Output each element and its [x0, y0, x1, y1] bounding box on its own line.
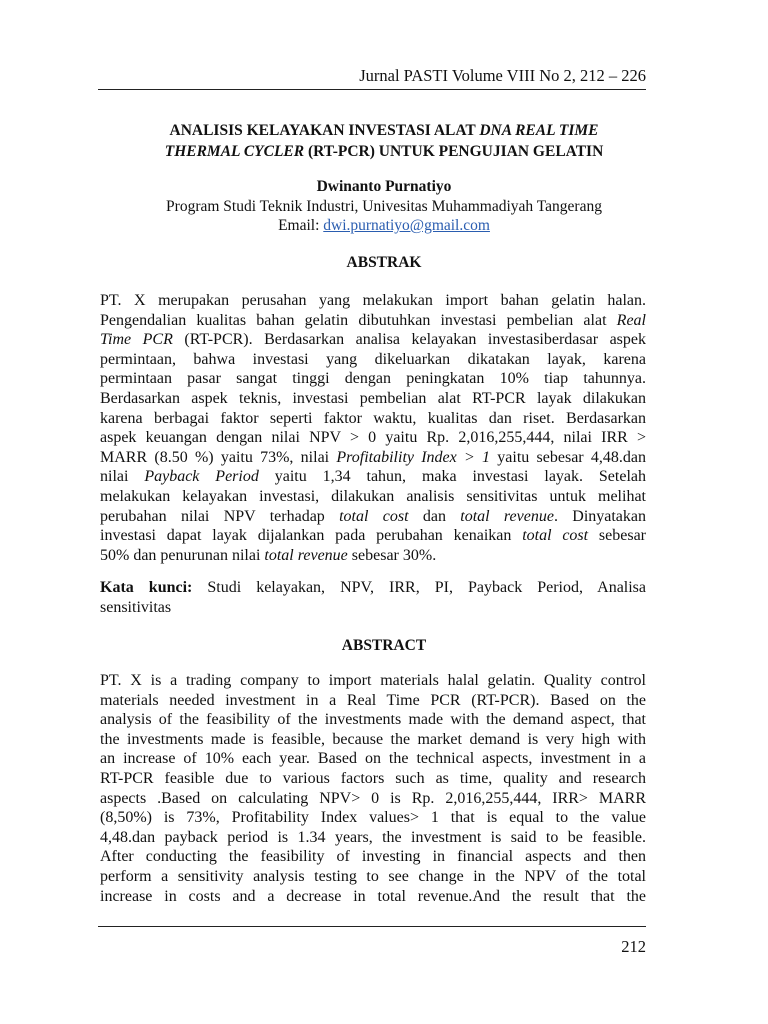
abstrak-line: permintaan pasar sangat tinggi dengan peningkatan 10% tiap tahunnya.: [100, 370, 646, 388]
abstrak-line-text: Pengendalian kualitas bahan gelatin dibutuhkan investasi pembelian alat: [100, 311, 617, 329]
abstrak-italic-term: total revenue: [264, 546, 348, 564]
abstract-body: [100, 671, 646, 906]
abstrak-line: [100, 546, 646, 566]
abstrak-line: [100, 507, 646, 527]
abstrak-italic-term: total cost: [522, 527, 589, 545]
abstrak-line-text: investasi dapat layak dijalankan pada perubahan kenaikan: [100, 527, 523, 545]
article-title: [100, 120, 668, 162]
abstrak-line-text: perubahan nilai NPV terhadap: [100, 507, 340, 525]
abstract-line: aspects .Based on calculating NPV> 0 is Rp. 2,016,255,444, IRR> MARR: [100, 789, 646, 807]
abstrak-line-text: nilai: [100, 468, 145, 486]
abstrak-line: [100, 448, 646, 468]
abstrak-line-text: yaitu 1,34 tahun, maka investasi layak. Setelah: [258, 468, 646, 486]
abstrak-line-text: dan: [408, 507, 461, 525]
keywords-line: sensitivitas: [100, 598, 172, 616]
abstract-line: an increase of 10% each year. Based on the technical aspects, investment in a: [100, 750, 646, 768]
abstrak-line: PT. X merupakan perusahan yang melakukan import bahan gelatin halan.: [100, 292, 646, 309]
abstract-line: increase in costs and a decrease in total revenue.And the result that the: [100, 887, 646, 905]
abstrak-line: permintaan, bahwa investasi yang dikeluarkan dikatakan layak, karena: [100, 350, 646, 368]
abstrak-line: karena berbagai faktor seperti faktor waktu, kualitas dan riset. Berdasarkan: [100, 409, 646, 427]
abstract-line: analysis of the feasibility of the investments made with the demand aspect, that: [100, 711, 646, 729]
abstrak-line-text: MARR (8.50 %) yaitu 73%, nilai: [100, 448, 337, 466]
keywords-line: [100, 578, 646, 598]
abstract-line: PT. X is a trading company to import materials halal gelatin. Quality control: [100, 672, 646, 689]
abstract-line: RT-PCR feasible due to various factors such as time, quality and research: [100, 769, 646, 787]
header-rule: [98, 89, 646, 90]
page-number: 212: [621, 937, 646, 956]
email-link[interactable]: dwi.purnatiyo@gmail.com: [323, 217, 490, 234]
abstrak-line: [100, 330, 646, 350]
title-line-2-italic: THERMAL CYCLER: [164, 143, 305, 160]
keywords-label: Kata kunci:: [100, 579, 193, 596]
abstract-line: perform a sensitivity analysis testing to see change in the NPV of the total: [100, 867, 646, 885]
email-label: Email:: [278, 217, 324, 234]
running-header: Jurnal PASTI Volume VIII No 2, 212 – 226: [359, 66, 646, 85]
abstrak-line-text: sebesar 30%.: [347, 546, 437, 564]
title-line-1: [100, 120, 668, 141]
abstrak-line-text: 50% dan penurunan nilai: [100, 546, 265, 564]
abstrak-line-text: yaitu sebesar 4,48.dan: [490, 448, 646, 466]
author-email-line: [100, 216, 668, 236]
abstract-line: materials needed investment in a Real Time PCR (RT-PCR). Based on the: [100, 691, 646, 709]
author-block: [100, 177, 668, 236]
title-line-2-plain: (RT-PCR) UNTUK PENGUJIAN GELATIN: [304, 143, 604, 160]
abstrak-italic-term: Real: [616, 311, 646, 329]
abstrak-line: melakukan kelayakan investasi, dilakukan analisis sensitivitas untuk melihat: [100, 487, 646, 505]
title-line-1-plain: ANALISIS KELAYAKAN INVESTASI ALAT: [169, 122, 480, 139]
abstract-line: the investments made is feasible, because the market demand is very high with: [100, 730, 646, 748]
abstrak-line: [100, 311, 646, 331]
title-line-1-italic: DNA REAL TIME: [479, 122, 599, 139]
abstrak-line: [100, 467, 646, 487]
abstrak-line-text: sebesar: [588, 527, 647, 545]
author-name: Dwinanto Purnatiyo: [316, 178, 452, 195]
abstrak-body: [100, 291, 646, 565]
keywords-block: [100, 578, 646, 617]
abstrak-italic-term: Profitability Index > 1: [336, 448, 491, 466]
abstract-line: After conducting the feasibility of investing in financial aspects and then: [100, 848, 646, 866]
footer-rule: [98, 926, 646, 927]
author-affiliation: Program Studi Teknik Industri, Univesitas Muhammadiyah Tangerang: [166, 197, 602, 215]
keywords-text: Studi kelayakan, NPV, IRR, PI, Payback Period, Analisa: [192, 579, 647, 596]
title-line-2: [100, 141, 668, 162]
abstrak-italic-term: Time PCR: [100, 331, 173, 349]
abstract-line: (8,50%) is 73%, Profitability Index values> 1 that is equal to the value: [100, 809, 646, 827]
abstrak-line-text: (RT-PCR). Berdasarkan analisa kelayakan investasiberdasar aspek: [172, 331, 646, 349]
abstrak-line-text: . Dinyatakan: [553, 507, 647, 525]
abstrak-line: [100, 526, 646, 546]
abstrak-italic-term: total revenue: [460, 507, 554, 525]
abstract-heading: ABSTRACT: [341, 637, 427, 654]
abstrak-line: aspek keuangan dengan nilai NPV > 0 yaitu Rp. 2,016,255,444, nilai IRR >: [100, 429, 646, 447]
abstrak-italic-term: total cost: [339, 507, 409, 525]
abstrak-line: Berdasarkan aspek teknis, investasi pembelian alat RT-PCR layak dilakukan: [100, 389, 646, 407]
abstrak-heading: ABSTRAK: [346, 254, 422, 271]
abstrak-italic-term: Payback Period: [144, 468, 259, 486]
abstract-line: 4,48.dan payback period is 1.34 years, the investment is said to be feasible.: [100, 828, 646, 846]
